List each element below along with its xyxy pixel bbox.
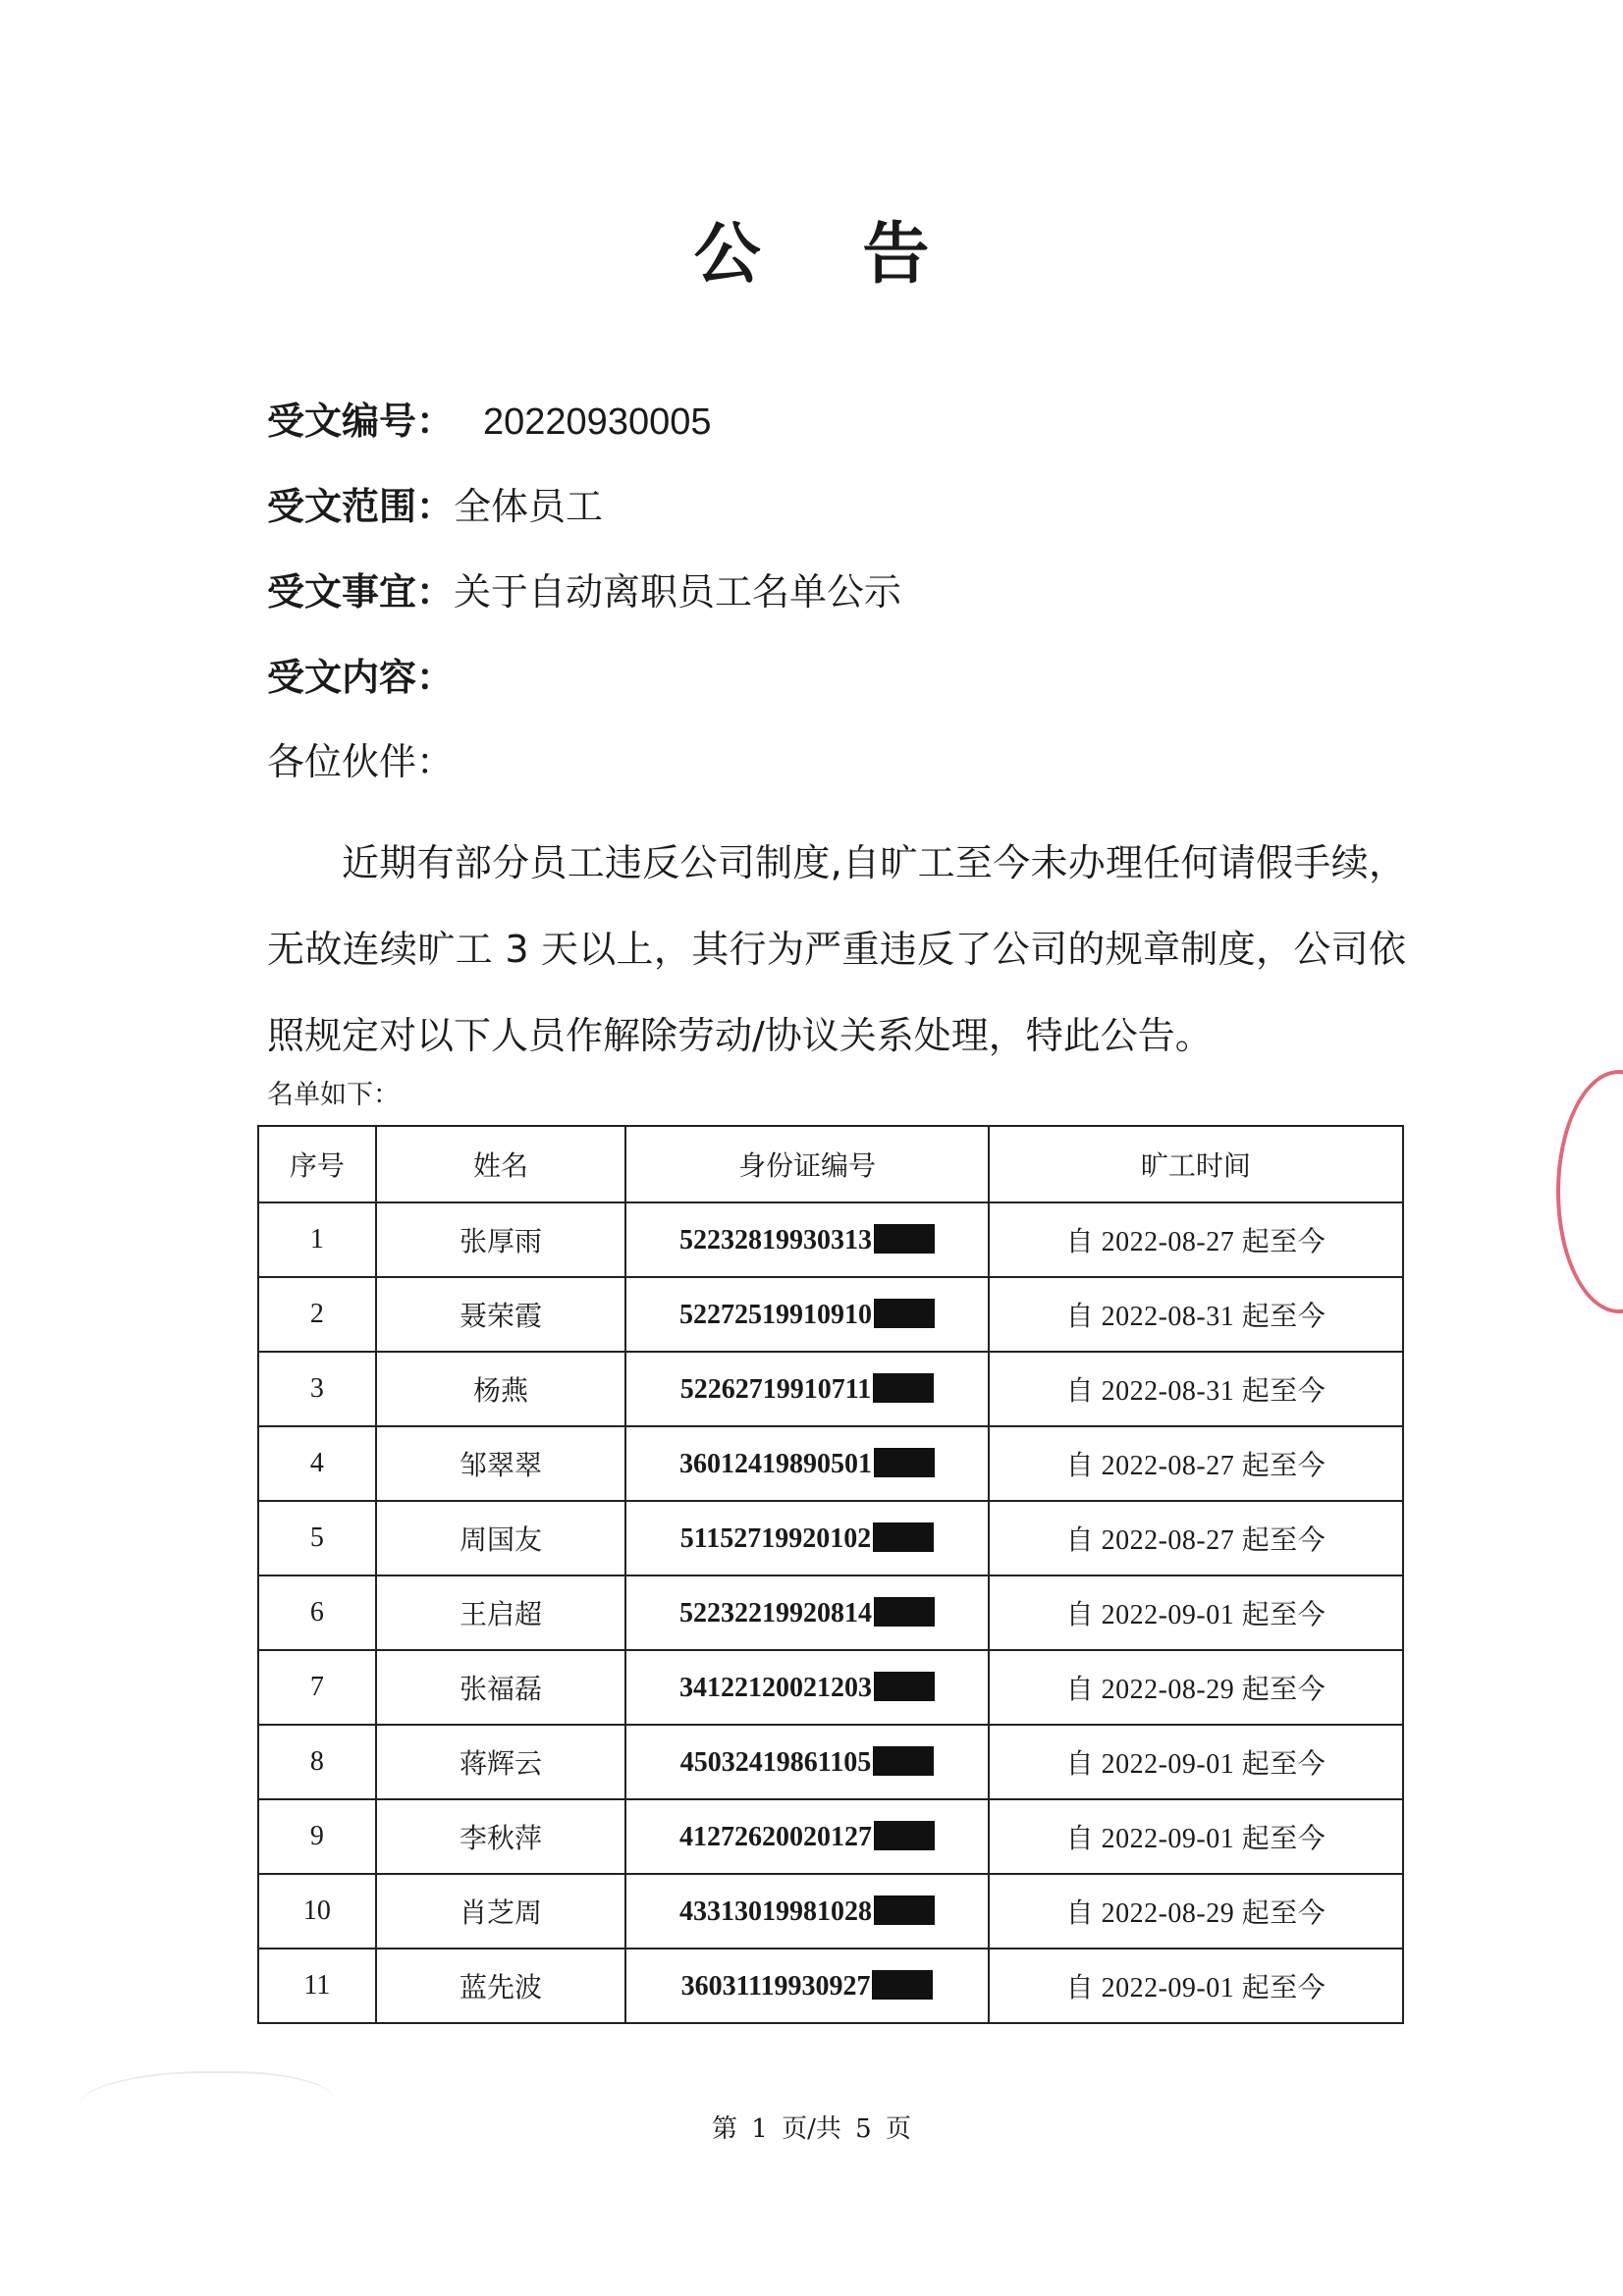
row-absence-period-cell <box>989 1202 1403 1277</box>
row-absence-period-cell <box>989 1949 1403 2023</box>
row-id-number: 43313019981028 <box>679 1896 873 1927</box>
row-id-number: 41272620020127 <box>679 1821 873 1852</box>
table-row <box>258 1874 1403 1949</box>
row-id-number: 52232819930313 <box>679 1224 873 1255</box>
list-label: 名单如下： <box>267 1080 400 1110</box>
row-name-cell <box>376 1575 625 1650</box>
row-absence-period: 自 2022-09-01 起至今 <box>1065 1824 1326 1854</box>
redaction-block <box>873 1746 934 1776</box>
row-name: 王启超 <box>460 1600 543 1630</box>
row-number: 9 <box>309 1821 324 1851</box>
row-absence-period: 自 2022-08-27 起至今 <box>1065 1525 1326 1556</box>
scope-field <box>267 483 603 530</box>
redaction-block <box>873 1373 934 1403</box>
redaction-block <box>874 1597 935 1627</box>
row-name-cell <box>376 1352 625 1426</box>
scan-smudge <box>79 2071 334 2142</box>
row-number: 11 <box>303 1970 331 2001</box>
row-name: 李秋萍 <box>460 1824 543 1854</box>
row-name-cell <box>376 1277 625 1352</box>
row-id-number-cell <box>625 1650 989 1725</box>
row-number: 4 <box>309 1448 324 1478</box>
row-number-cell <box>258 1277 376 1352</box>
table-row <box>258 1352 1403 1426</box>
table-row <box>258 1725 1403 1799</box>
row-number: 6 <box>309 1597 324 1628</box>
row-absence-period: 自 2022-08-29 起至今 <box>1065 1675 1326 1705</box>
row-name-cell <box>376 1949 625 2023</box>
row-number-cell <box>258 1575 376 1650</box>
row-id-number: 52232219920814 <box>679 1597 873 1629</box>
table-row <box>258 1426 1403 1501</box>
row-name: 张厚雨 <box>460 1227 543 1257</box>
table-row <box>258 1575 1403 1650</box>
row-number-cell <box>258 1352 376 1426</box>
redaction-block <box>872 1970 933 2000</box>
row-absence-period: 自 2022-08-27 起至今 <box>1065 1227 1326 1257</box>
row-number: 3 <box>309 1373 324 1404</box>
redaction-block <box>873 1522 934 1552</box>
row-absence-period-cell <box>989 1277 1403 1352</box>
doc-number-label: 受文编号： <box>267 400 455 443</box>
row-id-number: 36012419890501 <box>679 1448 873 1479</box>
table-row <box>258 1650 1403 1725</box>
row-number-cell <box>258 1501 376 1575</box>
row-number: 2 <box>309 1299 324 1329</box>
body-paragraph: 近期有部分员工违反公司制度,自旷工至今未办理任何请假手续，无故连续旷工 3 天以上，其行为严重违反了公司的规章制度，公司依照规定对以下人员作解除劳动/协议关系处理，特此公告。 <box>267 841 1406 1057</box>
scope-label: 受文范围： <box>267 485 455 528</box>
row-number: 5 <box>309 1522 324 1553</box>
table-header-row <box>258 1126 1403 1202</box>
row-id-number-cell <box>625 1575 989 1650</box>
row-number-cell <box>258 1874 376 1949</box>
row-absence-period-cell <box>989 1426 1403 1501</box>
row-absence-period-cell <box>989 1650 1403 1725</box>
row-absence-period-cell <box>989 1352 1403 1426</box>
row-absence-period: 自 2022-09-01 起至今 <box>1065 1749 1326 1780</box>
row-absence-period-cell <box>989 1501 1403 1575</box>
row-absence-period: 自 2022-09-01 起至今 <box>1065 1973 1326 2003</box>
row-id-number-cell <box>625 1874 989 1949</box>
row-number-cell <box>258 1799 376 1874</box>
row-id-number: 34122120021203 <box>679 1672 873 1703</box>
row-id-number-cell <box>625 1202 989 1277</box>
row-id-number: 52272519910910 <box>679 1299 873 1330</box>
row-name: 张福磊 <box>460 1675 543 1705</box>
redaction-block <box>874 1896 935 1925</box>
redaction-block <box>874 1821 935 1850</box>
row-id-number: 51152719920102 <box>679 1522 872 1554</box>
row-absence-period-cell <box>989 1725 1403 1799</box>
row-absence-period-cell <box>989 1575 1403 1650</box>
row-id-number: 36031119930927 <box>680 1970 871 2002</box>
row-name: 聂荣霞 <box>460 1302 543 1332</box>
roster-body <box>258 1202 1403 2023</box>
page-footer: 第 1 页/共 5 页 <box>712 2114 911 2144</box>
row-id-number-cell <box>625 1799 989 1874</box>
row-name-cell <box>376 1426 625 1501</box>
row-name-cell <box>376 1725 625 1799</box>
table-row <box>258 1202 1403 1277</box>
row-number: 1 <box>309 1224 324 1255</box>
table-row <box>258 1799 1403 1874</box>
row-name: 肖芝周 <box>460 1898 543 1929</box>
row-name: 杨燕 <box>473 1376 529 1407</box>
row-absence-period: 自 2022-08-31 起至今 <box>1065 1376 1326 1407</box>
row-name-cell <box>376 1650 625 1725</box>
roster-table <box>257 1125 1404 2024</box>
row-name-cell <box>376 1501 625 1575</box>
redaction-block <box>874 1299 935 1328</box>
row-name-cell <box>376 1799 625 1874</box>
row-absence-period: 自 2022-08-27 起至今 <box>1065 1451 1326 1481</box>
doc-number-field <box>267 398 712 446</box>
redaction-block <box>874 1448 935 1477</box>
row-name-cell <box>376 1874 625 1949</box>
row-name: 周国友 <box>460 1525 543 1556</box>
doc-number-value: 20220930005 <box>483 401 712 443</box>
header-name: 姓名 <box>376 1126 625 1202</box>
content-label: 受文内容： <box>267 656 455 699</box>
subject-value: 关于自动离职员工名单公示 <box>454 570 902 614</box>
row-number: 10 <box>302 1896 331 1926</box>
greeting: 各位伙伴： <box>267 740 455 783</box>
row-number-cell <box>258 1949 376 2023</box>
subject-field <box>267 568 901 615</box>
table-row <box>258 1949 1403 2023</box>
row-number-cell <box>258 1650 376 1725</box>
row-name: 蓝先波 <box>460 1973 543 2003</box>
row-number: 8 <box>309 1746 324 1777</box>
row-absence-period-cell <box>989 1799 1403 1874</box>
row-number-cell <box>258 1725 376 1799</box>
redaction-block <box>874 1224 935 1254</box>
header-period: 旷工时间 <box>989 1126 1403 1202</box>
row-id-number-cell <box>625 1352 989 1426</box>
redaction-block <box>874 1672 935 1701</box>
scope-value: 全体员工 <box>454 485 604 528</box>
row-absence-period-cell <box>989 1874 1403 1949</box>
header-no: 序号 <box>258 1126 376 1202</box>
row-absence-period: 自 2022-08-31 起至今 <box>1065 1302 1326 1332</box>
row-id-number-cell <box>625 1277 989 1352</box>
row-number: 7 <box>309 1672 324 1702</box>
table-row <box>258 1501 1403 1575</box>
row-name-cell <box>376 1202 625 1277</box>
row-name: 邹翠翠 <box>460 1451 543 1481</box>
content-field <box>267 654 454 701</box>
seal-stamp-edge <box>1556 1070 1623 1313</box>
row-name: 蒋辉云 <box>460 1749 543 1780</box>
row-id-number: 45032419861105 <box>679 1746 872 1778</box>
subject-label: 受文事宜： <box>267 570 455 614</box>
row-id-number: 52262719910711 <box>679 1373 872 1405</box>
table-row <box>258 1277 1403 1352</box>
row-id-number-cell <box>625 1501 989 1575</box>
row-absence-period: 自 2022-08-29 起至今 <box>1065 1898 1326 1929</box>
header-id: 身份证编号 <box>625 1126 989 1202</box>
row-number-cell <box>258 1426 376 1501</box>
row-id-number-cell <box>625 1949 989 2023</box>
page-title: 公 告 <box>693 216 969 294</box>
row-id-number-cell <box>625 1725 989 1799</box>
row-absence-period: 自 2022-09-01 起至今 <box>1065 1600 1326 1630</box>
row-id-number-cell <box>625 1426 989 1501</box>
row-number-cell <box>258 1202 376 1277</box>
